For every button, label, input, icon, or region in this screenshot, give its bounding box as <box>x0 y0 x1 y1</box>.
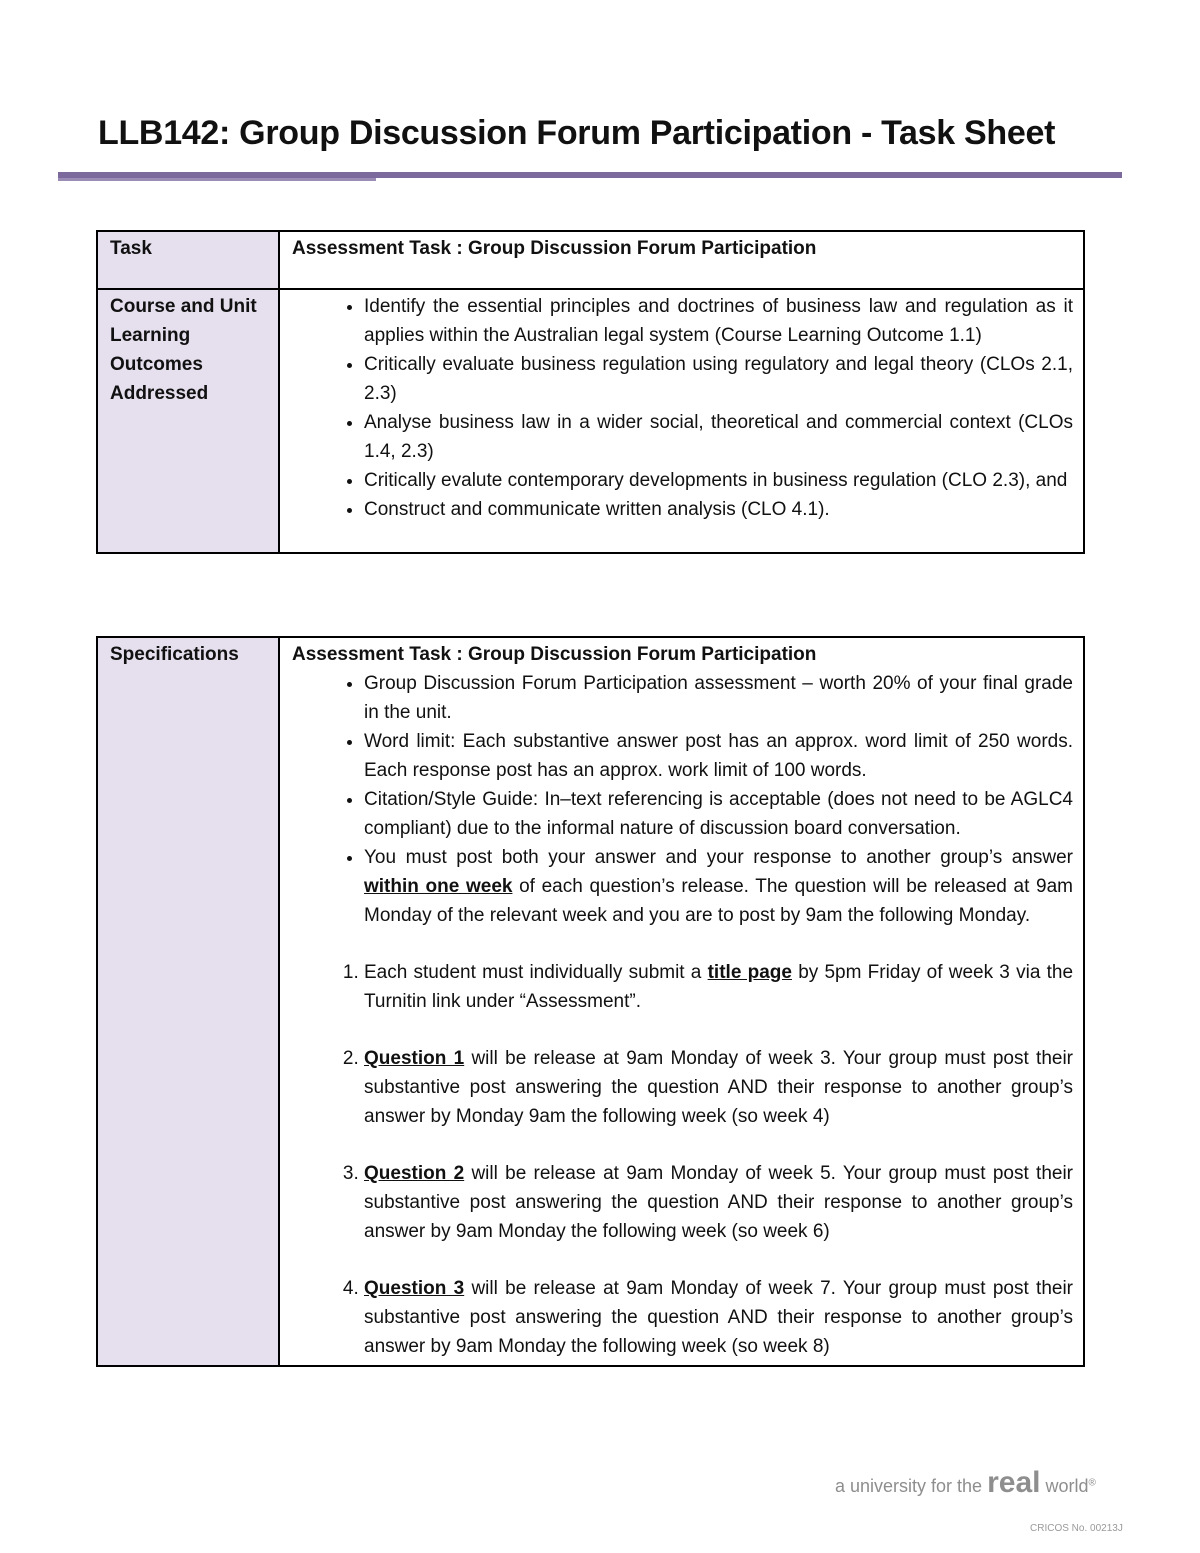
title-page-link[interactable]: title page <box>707 962 792 983</box>
specifications-heading: Assessment Task : Group Discussion Forum Participation <box>292 644 817 665</box>
task-value-cell <box>279 231 1084 289</box>
tagline-post: world <box>1040 1476 1089 1496</box>
list-item: • Group Discussion Forum Participation assessment – worth 20% of your final grade in the unit. <box>364 669 1073 727</box>
page-title: LLB142: Group Discussion Forum Participation - Task Sheet <box>98 114 1056 152</box>
title-underline-accent <box>58 178 376 181</box>
list-item: • Critically evaluate business regulation using regulatory and legal theory (CLOs 2.1, 2.3) <box>364 350 1073 408</box>
deadline-emphasis: within one week <box>364 876 513 897</box>
specifications-label: Specifications <box>97 637 279 1366</box>
outcomes-row <box>97 289 1084 553</box>
schedule-step <box>364 1044 1073 1131</box>
list-item: • Word limit: Each substantive answer post has an approx. word limit of 250 words. Each response post has an approx. work limit of 100 words. <box>364 727 1073 785</box>
task-label: Task <box>97 231 279 289</box>
university-tagline <box>835 1466 1096 1500</box>
specifications-table <box>96 636 1085 1367</box>
tagline-pre: a university for the <box>835 1476 988 1496</box>
schedule-steps <box>292 958 1073 1361</box>
question-2-link[interactable]: Question 2 <box>364 1163 465 1184</box>
list-item: • Analyse business law in a wider social, theoretical and commercial context (CLOs 1.4, 2.3) <box>364 408 1073 466</box>
outcomes-list <box>292 292 1073 524</box>
schedule-step <box>364 1159 1073 1246</box>
schedule-step <box>364 1274 1073 1361</box>
specifications-cell <box>279 637 1084 1366</box>
step-text: will be release at 9am Monday of week 5. Your group must post their substantive post answering the question AND their response to another group’s answer by 9am Monday the following week (so week 6) <box>364 1163 1074 1242</box>
outcomes-cell <box>279 289 1084 553</box>
step-text: will be release at 9am Monday of week 7. Your group must post their substantive post answering the question AND their response to another group’s answer by 9am Monday the following week (so week 8) <box>364 1278 1074 1357</box>
step-text: will be release at 9am Monday of week 3. Your group must post their substantive post answering the question AND their response to another group’s answer by Monday 9am the following week (so week 4) <box>364 1048 1074 1127</box>
list-item <box>364 843 1073 930</box>
task-table <box>96 230 1085 554</box>
specifications-bullets <box>292 669 1073 930</box>
list-item: • Critically evalute contemporary developments in business regulation (CLO 2.3), and <box>364 466 1073 495</box>
step-text: by 5pm Friday of week 3 via the Turnitin link under “Assessment”. <box>364 962 1074 1012</box>
list-item: • Construct and communicate written analysis (CLO 4.1). <box>364 495 1073 524</box>
outcomes-label: Course and Unit Learning Outcomes Addressed <box>97 289 279 553</box>
tagline-big: real <box>987 1466 1041 1499</box>
step-text: Each student must individually submit a <box>364 962 708 983</box>
task-value: Assessment Task : Group Discussion Forum Participation <box>292 238 817 259</box>
task-row <box>97 231 1084 289</box>
bullet-text: You must post both your answer and your response to another group’s answer <box>364 847 1073 868</box>
question-3-link[interactable]: Question 3 <box>364 1278 465 1299</box>
trademark-mark: ® <box>1088 1477 1096 1489</box>
bullet-text: of each question’s release. The question will be released at 9am Monday of the relevant week and you are to post by 9am the following Monday. <box>364 876 1073 926</box>
schedule-step <box>364 958 1073 1016</box>
cricos-code: CRICOS No. 00213J <box>1030 1523 1123 1534</box>
specifications-row <box>97 637 1084 1366</box>
question-1-link[interactable]: Question 1 <box>364 1048 465 1069</box>
list-item: • Citation/Style Guide: In–text referencing is acceptable (does not need to be AGLC4 compliant) due to the informal nature of discussion board conversation. <box>364 785 1073 843</box>
list-item: • Identify the essential principles and doctrines of business law and regulation as it applies within the Australian legal system (Course Learning Outcome 1.1) <box>364 292 1073 350</box>
